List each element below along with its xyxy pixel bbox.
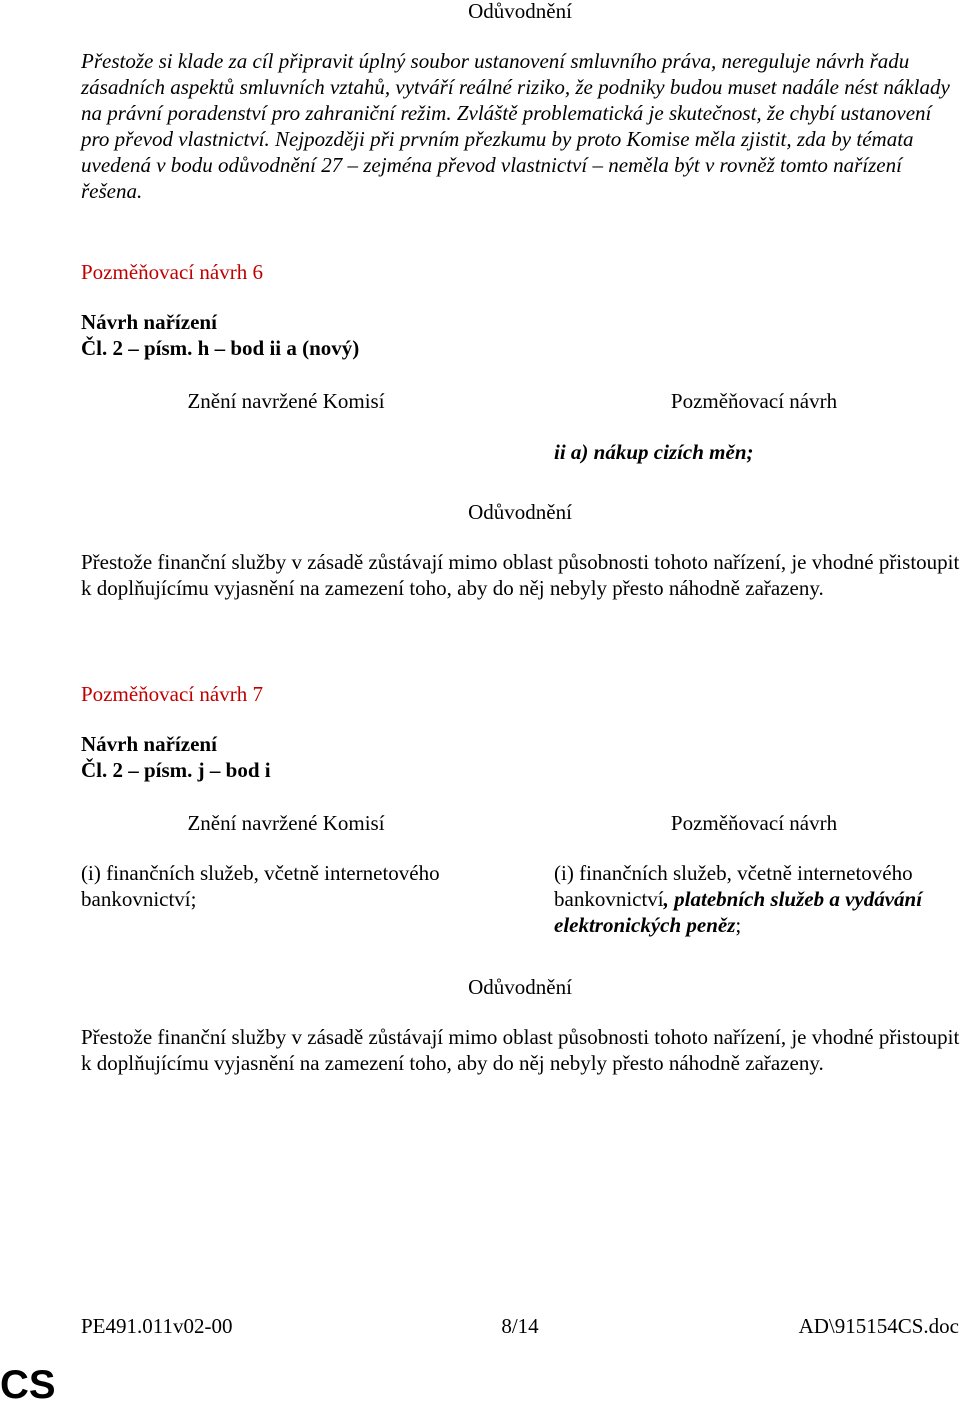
amendment-6-justification-heading: Odůvodnění <box>468 500 572 524</box>
amendment-6-number: 6 <box>252 260 263 284</box>
amendment-6-label: Pozměňovací návrh <box>81 260 248 284</box>
amendment-7-justification: Přestože finanční služby v zásadě zůstávají mimo oblast působnosti tohoto nařízení, je vhodné přistoupit k doplňujícímu vyjasnění na zamezení toho, aby do něj nebyly přesto náhodně zařazeny. <box>81 1025 960 1075</box>
amendment-6-document: Návrh nařízení <box>81 310 217 334</box>
amendment-7-label: Pozměňovací návrh <box>81 682 248 706</box>
amendment-7-left-text: (i) finančních služeb, včetně internetového bankovnictví; <box>81 861 440 911</box>
amendment-7-right-text-plain: (i) finančních služeb, včetně internetového bankovnictví <box>554 861 913 911</box>
amendment-7-right-text-added: , platebních služeb a vydávání elektronických peněz <box>554 887 923 937</box>
amendment-7-reference: Čl. 2 – písm. j – bod i <box>81 758 271 782</box>
justification-text-1-part2: Nejpozději při prvním přezkumu by proto Komise měla zjistit, zda by témata uvedená v bodu odůvodnění 27 – zejména převod vlastnictví – neměla být v rovněž tomto nařízení řešena. <box>81 127 914 203</box>
amendment-6-reference: Čl. 2 – písm. h – bod ii a (nový) <box>81 336 360 360</box>
amendment-6-left-header: Znění navržené Komisí <box>187 389 385 413</box>
amendment-7-document: Návrh nařízení <box>81 732 217 756</box>
amendment-7-title <box>81 681 263 707</box>
amendment-7-justification-heading: Odůvodnění <box>468 975 572 999</box>
amendment-6-right-text: ii a) nákup cizích měn; <box>554 440 754 464</box>
amendment-6-justification: Přestože finanční služby v zásadě zůstávají mimo oblast působnosti tohoto nařízení, je vhodné přistoupit k doplňujícímu vyjasnění na zamezení toho, aby do něj nebyly přesto náhodně zařazeny. <box>81 550 960 600</box>
amendment-6-right-header: Pozměňovací návrh <box>670 389 838 413</box>
footer-file-name: AD\915154CS.doc <box>798 1314 959 1338</box>
amendment-7-left-header: Znění navržené Komisí <box>187 811 385 835</box>
amendment-7-number: 7 <box>252 682 263 706</box>
amendment-7-right-text <box>554 860 959 938</box>
justification-heading-1: Odůvodnění <box>468 0 572 23</box>
footer-doc-ref: PE491.011v02-00 <box>81 1314 233 1338</box>
footer-page-number: 8/14 <box>501 1314 539 1338</box>
amendment-6-title <box>81 259 263 285</box>
amendment-7-right-text-end: ; <box>735 913 742 937</box>
footer-language-code: CS <box>0 1363 56 1407</box>
justification-text-1-part1: Přestože si klade za cíl připravit úplný soubor ustanovení smluvního práva, nereguluje návrh řadu zásadních aspektů smluvních vztahů, vytváří reálné riziko, že podniky budou muset nadále nést náklady na právní poradenství pro zahraniční režim. Zvláště problematická je skutečnost, že chybí ustanovení pro převod vlastnictví. <box>81 49 950 151</box>
justification-text-1 <box>81 48 960 204</box>
amendment-7-right-header: Pozměňovací návrh <box>670 811 838 835</box>
